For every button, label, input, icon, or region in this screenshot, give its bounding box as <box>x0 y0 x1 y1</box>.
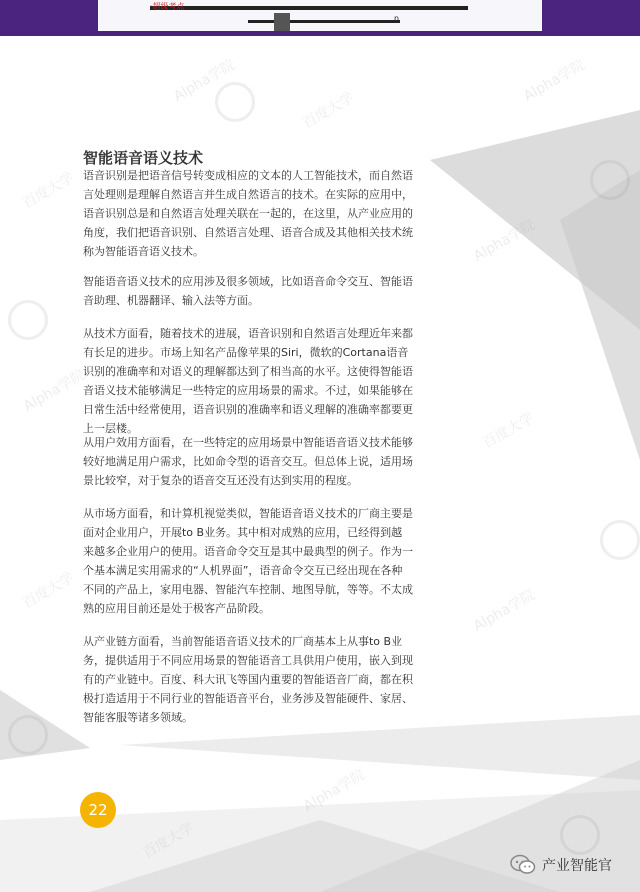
watermark-seal-icon <box>215 82 255 122</box>
watermark: 百度大学 <box>300 89 357 132</box>
page-number-badge: 22 <box>80 792 116 828</box>
watermark: Alpha学院 <box>521 56 588 105</box>
watermark: 百度大学 <box>20 569 77 612</box>
paragraph: 语音识别是把语音信号转变成相应的文本的人工智能技术，而自然语言处理则是理解自然语言并生成自然语言的技术。在实际的应用中，语音识别总是和自然语言处理关联在一起的，在这里，从产业应用的角度，我们把语音识别、自然语言处理、语音合成及其他相关技术统称为智能语音语义技术。 <box>83 169 413 258</box>
watermark: Alpha学院 <box>471 216 538 265</box>
watermark: 百度大学 <box>20 169 77 212</box>
watermark-seal-icon <box>8 300 48 340</box>
header-rule <box>248 20 400 23</box>
header-block <box>274 13 290 31</box>
watermark: Alpha学院 <box>301 766 368 815</box>
watermark: 百度大学 <box>480 409 537 452</box>
paragraph: 从技术方面看，随着技术的进展，语音识别和自然语言处理近年来都有长足的进步。市场上知名产品像苹果的Siri，微软的Cortana语音识别的准确率和对语义的理解都达到了相当高的水平。这使得智能语音语义技术能够满足一些特定的应用场景的需求。不过，如果能够在日常生活中经常使用，语音识别的准确率和语义理解的准确率都要更上一层楼。 <box>83 327 413 435</box>
watermark-seal-icon <box>8 715 48 755</box>
paragraph: 从产业链方面看，当前智能语音语义技术的厂商基本上从事to B业务，提供适用于不同应用场景的智能语音工具供用户使用，嵌入到现有的产业链中。百度、科大讯飞等国内重要的智能语音厂商，都在积极打造适用于不同行业的智能语音平台，业务涉及智能硬件、家居、智能客服等诸多领域。 <box>83 635 413 724</box>
paragraph: 智能语音语义技术的应用涉及很多领域，比如语音命令交互、智能语音助理、机器翻译、输入法等方面。 <box>83 275 413 307</box>
watermark-seal-icon <box>560 815 600 855</box>
wechat-account-label <box>510 852 612 878</box>
wechat-account-name: 产业智能官 <box>542 858 612 874</box>
paragraph: 从用户效用方面看，在一些特定的应用场景中智能语音语义技术能够较好地满足用户需求，比如命令型的语音交互。但总体上说，适用场景比较窄，对于复杂的语音交互还没有达到实用的程度。 <box>83 436 413 487</box>
header-rule <box>150 6 468 10</box>
header-bar <box>0 0 640 36</box>
watermark-seal-icon <box>590 160 630 200</box>
watermark: Alpha学院 <box>171 56 238 105</box>
section-title: 智能语音语义技术 <box>83 149 204 167</box>
wechat-icon <box>510 854 536 876</box>
watermark-seal-icon <box>600 520 640 560</box>
header-tail-text: n <box>394 14 400 23</box>
paragraph: 从市场方面看，和计算机视觉类似，智能语音语义技术的厂商主要是面对企业用户，开展to B业务。其中相对成熟的应用，已经得到越来越多企业用户的使用。语音命令交互是其中最典型的例子。作为一个基本满足实用需求的“人机界面”，语音命令交互已经出现在各种不同的产品上，家用电器、智能汽车控制、地图导航，等等。不太成熟的应用目前还是处于极客产品阶段。 <box>83 507 413 615</box>
header-red-text: ·超级考点 <box>150 2 185 11</box>
header-banner <box>98 0 542 31</box>
watermark: Alpha学院 <box>21 366 88 415</box>
watermark: Alpha学院 <box>471 586 538 635</box>
